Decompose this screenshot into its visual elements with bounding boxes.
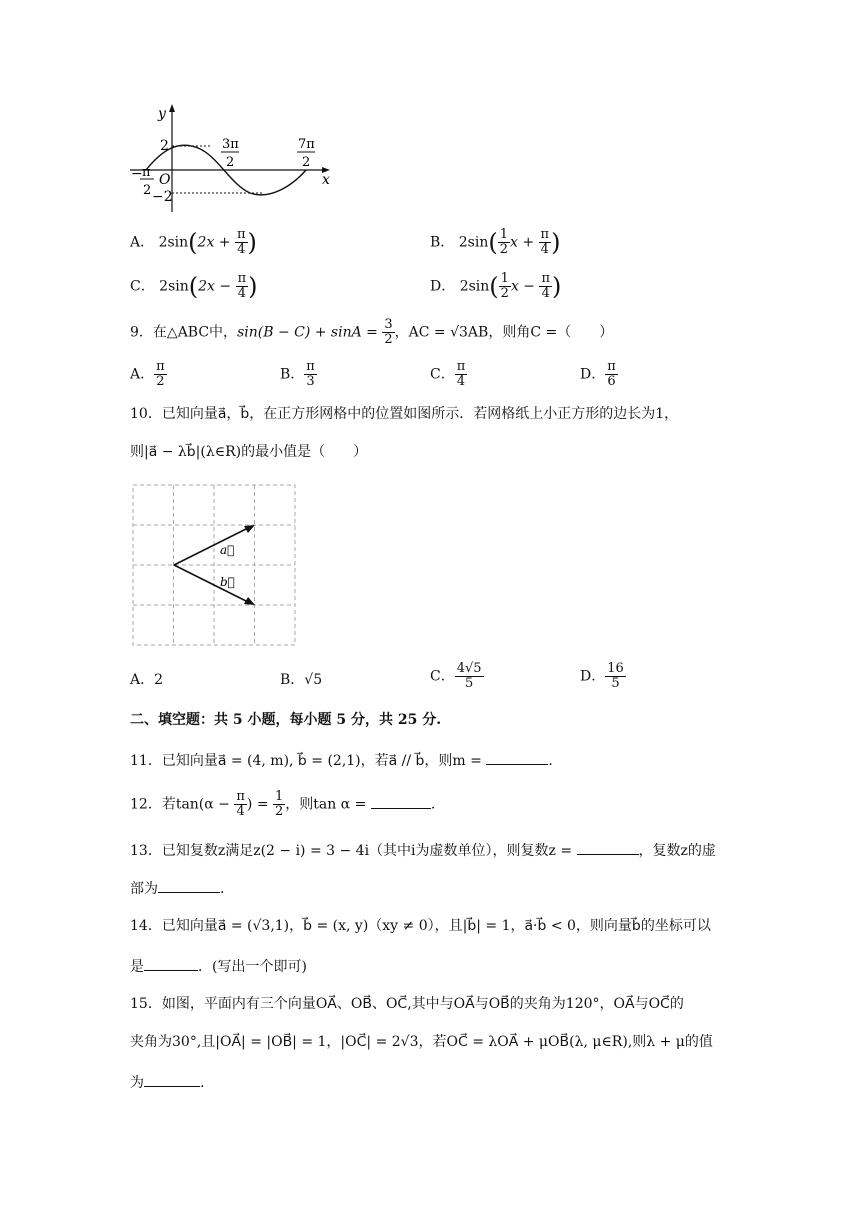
y-top-label: 2 — [160, 138, 169, 154]
x-left-den: 2 — [143, 183, 152, 198]
q12-stem: 12．若tan(α − $\frac{\pi}{4}$ ) = $\frac{1}{2}$ ，则tan α = . — [130, 789, 436, 819]
q14-stem-line1: 14．已知向量a⃗ = (√3,1)，b⃗ = (x, y)（xy ≠ 0），且|b⃗| = 1，a⃗·b⃗ < 0，则向量b⃗的坐标可以 — [130, 918, 711, 934]
q12-answer-blank[interactable] — [371, 794, 431, 809]
origin-label: O — [159, 172, 171, 188]
q10-stem-line1: 10．已知向量a⃗，b⃗，在正方形网格中的位置如图所示．若网格纸上小正方形的边长为1， — [130, 406, 679, 422]
x-axis-label: x — [322, 172, 330, 188]
section-heading: 二、填空题：共 5 小题，每小题 5 分，共 25 分. — [130, 712, 442, 728]
x-mid-num: 3π — [222, 137, 239, 152]
q13-stem-line1: 13．已知复数z满足z(2 − i) = 3 − 4i（其中i为虚数单位），则复数z = ，复数z的虚 — [130, 840, 716, 861]
q8-option-a[interactable]: A． 2sin(2x + $\frac{\pi}{4}$ ) — [130, 227, 257, 257]
x-mid-den: 2 — [226, 155, 235, 170]
q15-stem-line1: 15．如图，平面内有三个向量OA⃗、OB⃗、OC⃗,其中与OA⃗与OB⃗的夹角为120°，OA⃗与OC⃗的 — [130, 996, 684, 1012]
x-right-num: 7π — [298, 137, 315, 152]
q11-stem: 11．已知向量a⃗ = (4, m), b⃗ = (2,1)，若a⃗ // b⃗，则m = . — [130, 750, 553, 771]
x-left-sign: − — [131, 166, 143, 182]
q10-option-a[interactable]: A．2 — [130, 672, 164, 688]
y-axis-label: y — [158, 106, 166, 122]
vector-a-label: a⃗ — [220, 543, 235, 557]
q9-option-b[interactable]: B． $\frac{\pi}{3}$ — [280, 359, 315, 389]
q13-stem-line2: 部为 . — [130, 878, 224, 899]
q14-stem-line2: 是 ．(写出一个即可) — [130, 956, 307, 977]
vector-b-label: b⃗ — [220, 575, 235, 589]
q8-option-d[interactable]: D． 2sin( $\frac{1}{2}$ x − $\frac{\pi}{4}$ ) — [430, 271, 562, 301]
q15-stem-line2: 夹角为30°,且|OA⃗| = |OB⃗| = 1，|OC⃗| = 2√3，若OC⃗ = λOA⃗ + μOB⃗(λ, μ∈R),则λ + μ的值 — [130, 1034, 713, 1050]
q10-option-d[interactable]: D． $\frac{16}{5}$ — [580, 661, 624, 691]
q15-answer-blank[interactable] — [144, 1072, 200, 1087]
q9-option-a[interactable]: A． $\frac{\pi}{2}$ — [130, 359, 165, 389]
q8-option-b[interactable]: B． 2sin( $\frac{1}{2}$ x + $\frac{\pi}{4}$ ) — [430, 227, 561, 257]
q9-option-d[interactable]: D． $\frac{\pi}{6}$ — [580, 359, 616, 389]
x-left-num: π — [142, 165, 151, 180]
y-bottom-label: −2 — [152, 189, 173, 205]
q10-option-c[interactable]: C． $\frac{4√5}{5}$ — [430, 661, 482, 691]
sine-graph — [122, 100, 342, 216]
q8-option-c[interactable]: C． 2sin(2x − $\frac{\pi}{4}$ ) — [130, 271, 258, 301]
q10-option-b[interactable]: B．√5 — [280, 672, 323, 688]
x-right-den: 2 — [302, 155, 311, 170]
q9-stem: 9．在△ABC中，sin(B − C) + sinA = $\frac{3}{2}$ ，AC = √3AB，则角C =（ ） — [130, 317, 614, 347]
q10-stem-line2: 则|a⃗ − λb⃗|(λ∈R)的最小值是（ ） — [130, 444, 368, 460]
vector-grid-figure — [132, 484, 298, 646]
q11-answer-blank[interactable] — [486, 750, 548, 765]
q13-answer-blank-1[interactable] — [577, 840, 639, 855]
q13-answer-blank-2[interactable] — [158, 878, 220, 893]
q9-option-c[interactable]: C． $\frac{\pi}{4}$ — [430, 359, 466, 389]
q14-answer-blank[interactable] — [144, 956, 198, 971]
q15-stem-line3: 为 . — [130, 1072, 204, 1093]
